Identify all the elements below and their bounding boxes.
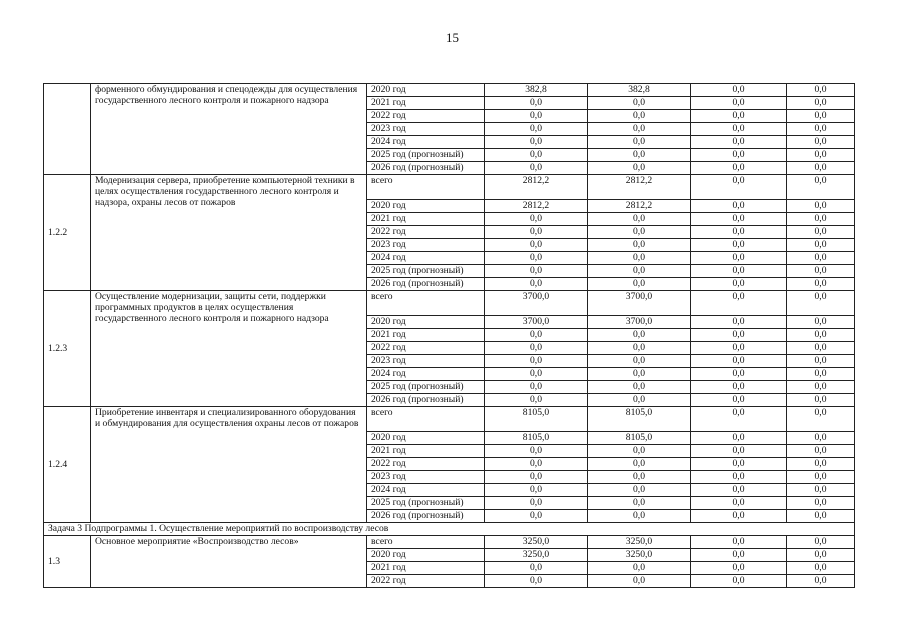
period-cell: 2026 год (прогнозный): [367, 394, 485, 407]
extra-value: 0,0: [787, 316, 855, 329]
extra-value: 0,0: [787, 97, 855, 110]
period-cell: 2020 год: [367, 549, 485, 562]
budget-value: 0,0: [588, 110, 691, 123]
total-value: 0,0: [485, 562, 588, 575]
other-value: 0,0: [691, 471, 787, 484]
period-cell: 2023 год: [367, 471, 485, 484]
period-cell: 2021 год: [367, 213, 485, 226]
table-row: [44, 84, 855, 97]
extra-value: 0,0: [787, 278, 855, 291]
period-cell: всего: [367, 407, 485, 432]
other-value: 0,0: [691, 239, 787, 252]
other-value: 0,0: [691, 84, 787, 97]
other-value: 0,0: [691, 355, 787, 368]
period-cell: всего: [367, 536, 485, 549]
period-cell: 2024 год: [367, 368, 485, 381]
period-cell: 2024 год: [367, 252, 485, 265]
period-cell: 2026 год (прогнозный): [367, 162, 485, 175]
page-number: 15: [446, 30, 459, 45]
total-value: 3250,0: [485, 549, 588, 562]
period-cell: 2024 год: [367, 484, 485, 497]
budget-value: 0,0: [588, 484, 691, 497]
other-value: 0,0: [691, 291, 787, 316]
extra-value: 0,0: [787, 432, 855, 445]
total-value: 0,0: [485, 394, 588, 407]
period-cell: 2023 год: [367, 355, 485, 368]
extra-value: 0,0: [787, 445, 855, 458]
budget-value: 0,0: [588, 123, 691, 136]
other-value: 0,0: [691, 562, 787, 575]
total-value: 0,0: [485, 342, 588, 355]
extra-value: 0,0: [787, 342, 855, 355]
period-cell: 2023 год: [367, 239, 485, 252]
period-cell: 2021 год: [367, 329, 485, 342]
other-value: 0,0: [691, 252, 787, 265]
budget-value: 0,0: [588, 510, 691, 523]
extra-value: 0,0: [787, 252, 855, 265]
total-value: 0,0: [485, 149, 588, 162]
other-value: 0,0: [691, 175, 787, 200]
budget-value: 0,0: [588, 278, 691, 291]
item-code: 1.2.2: [44, 175, 91, 291]
period-cell: 2022 год: [367, 226, 485, 239]
budget-value: 0,0: [588, 239, 691, 252]
other-value: 0,0: [691, 265, 787, 278]
extra-value: 0,0: [787, 381, 855, 394]
other-value: 0,0: [691, 381, 787, 394]
item-code: 1.2.4: [44, 407, 91, 523]
extra-value: 0,0: [787, 136, 855, 149]
budget-value: 0,0: [588, 445, 691, 458]
budget-value: 0,0: [588, 394, 691, 407]
total-value: 0,0: [485, 226, 588, 239]
budget-value: 0,0: [588, 471, 691, 484]
total-value: 0,0: [485, 510, 588, 523]
extra-value: 0,0: [787, 110, 855, 123]
item-name: форменного обмундирования и спецодежды для осуществления государственного лесного контроля и пожарного надзора: [91, 84, 367, 175]
budget-table: [43, 83, 855, 588]
budget-value: 0,0: [588, 97, 691, 110]
item-name: Приобретение инвентаря и специализированного оборудования и обмундирования для осуществления охраны лесов от пожаров: [91, 407, 367, 523]
period-cell: 2025 год (прогнозный): [367, 497, 485, 510]
extra-value: 0,0: [787, 510, 855, 523]
total-value: 0,0: [485, 368, 588, 381]
period-cell: всего: [367, 175, 485, 200]
total-value: 0,0: [485, 355, 588, 368]
total-value: 0,0: [485, 329, 588, 342]
period-cell: 2020 год: [367, 316, 485, 329]
item-code: 1.3: [44, 536, 91, 588]
budget-value: 0,0: [588, 265, 691, 278]
extra-value: 0,0: [787, 484, 855, 497]
budget-value: 0,0: [588, 136, 691, 149]
other-value: 0,0: [691, 329, 787, 342]
total-value: 382,8: [485, 84, 588, 97]
total-value: 0,0: [485, 265, 588, 278]
extra-value: 0,0: [787, 226, 855, 239]
budget-value: 2812,2: [588, 200, 691, 213]
extra-value: 0,0: [787, 329, 855, 342]
other-value: 0,0: [691, 316, 787, 329]
item-code: [44, 84, 91, 175]
other-value: 0,0: [691, 510, 787, 523]
extra-value: 0,0: [787, 123, 855, 136]
budget-value: 0,0: [588, 226, 691, 239]
period-cell: 2020 год: [367, 84, 485, 97]
period-cell: 2024 год: [367, 136, 485, 149]
budget-value: 0,0: [588, 329, 691, 342]
other-value: 0,0: [691, 432, 787, 445]
period-cell: 2020 год: [367, 200, 485, 213]
other-value: 0,0: [691, 536, 787, 549]
other-value: 0,0: [691, 458, 787, 471]
budget-value: 3700,0: [588, 316, 691, 329]
task-row: [44, 523, 855, 536]
extra-value: 0,0: [787, 407, 855, 432]
other-value: 0,0: [691, 123, 787, 136]
total-value: 0,0: [485, 123, 588, 136]
extra-value: 0,0: [787, 394, 855, 407]
period-cell: 2022 год: [367, 458, 485, 471]
extra-value: 0,0: [787, 175, 855, 200]
other-value: 0,0: [691, 407, 787, 432]
extra-value: 0,0: [787, 355, 855, 368]
total-value: 3700,0: [485, 316, 588, 329]
budget-value: 3250,0: [588, 536, 691, 549]
budget-value: 0,0: [588, 162, 691, 175]
total-value: 0,0: [485, 97, 588, 110]
budget-value: 0,0: [588, 213, 691, 226]
total-value: 8105,0: [485, 407, 588, 432]
period-cell: 2026 год (прогнозный): [367, 278, 485, 291]
item-code: 1.2.3: [44, 291, 91, 407]
total-value: 0,0: [485, 239, 588, 252]
total-value: 0,0: [485, 381, 588, 394]
total-value: 0,0: [485, 445, 588, 458]
extra-value: 0,0: [787, 575, 855, 588]
total-value: 0,0: [485, 136, 588, 149]
extra-value: 0,0: [787, 471, 855, 484]
total-value: 0,0: [485, 213, 588, 226]
budget-value: 382,8: [588, 84, 691, 97]
extra-value: 0,0: [787, 549, 855, 562]
other-value: 0,0: [691, 445, 787, 458]
period-cell: 2022 год: [367, 575, 485, 588]
budget-value: 0,0: [588, 575, 691, 588]
period-cell: 2021 год: [367, 445, 485, 458]
extra-value: 0,0: [787, 291, 855, 316]
budget-value: 0,0: [588, 355, 691, 368]
task-title: Задача 3 Подпрограммы 1. Осуществление мероприятий по воспроизводству лесов: [44, 523, 855, 536]
extra-value: 0,0: [787, 536, 855, 549]
period-cell: всего: [367, 291, 485, 316]
period-cell: 2023 год: [367, 123, 485, 136]
other-value: 0,0: [691, 149, 787, 162]
other-value: 0,0: [691, 497, 787, 510]
other-value: 0,0: [691, 200, 787, 213]
total-value: 0,0: [485, 497, 588, 510]
period-cell: 2021 год: [367, 97, 485, 110]
extra-value: 0,0: [787, 200, 855, 213]
other-value: 0,0: [691, 368, 787, 381]
other-value: 0,0: [691, 342, 787, 355]
extra-value: 0,0: [787, 162, 855, 175]
budget-value: 0,0: [588, 381, 691, 394]
total-value: 0,0: [485, 471, 588, 484]
budget-value: 0,0: [588, 562, 691, 575]
extra-value: 0,0: [787, 458, 855, 471]
extra-value: 0,0: [787, 149, 855, 162]
other-value: 0,0: [691, 549, 787, 562]
period-cell: 2025 год (прогнозный): [367, 265, 485, 278]
period-cell: 2025 год (прогнозный): [367, 381, 485, 394]
item-name: Основное мероприятие «Воспроизводство лесов»: [91, 536, 367, 588]
budget-value: 8105,0: [588, 407, 691, 432]
total-value: 3250,0: [485, 536, 588, 549]
table-row: [44, 175, 855, 200]
extra-value: 0,0: [787, 265, 855, 278]
total-value: 0,0: [485, 484, 588, 497]
table-row: [44, 536, 855, 549]
period-cell: 2020 год: [367, 432, 485, 445]
other-value: 0,0: [691, 278, 787, 291]
other-value: 0,0: [691, 484, 787, 497]
period-cell: 2022 год: [367, 342, 485, 355]
other-value: 0,0: [691, 162, 787, 175]
total-value: 0,0: [485, 252, 588, 265]
total-value: 2812,2: [485, 200, 588, 213]
item-name: Осуществление модернизации, защиты сети, поддержки программных продуктов в целях осуществления государственного лесного контроля и пожарного надзора: [91, 291, 367, 407]
budget-value: 0,0: [588, 342, 691, 355]
total-value: 3700,0: [485, 291, 588, 316]
budget-value: 0,0: [588, 252, 691, 265]
table-row: [44, 407, 855, 432]
item-name: Модернизация сервера, приобретение компьютерной техники в целях осуществления государственного лесного контроля и надзора, охраны лесов от пожаров: [91, 175, 367, 291]
table-row: [44, 291, 855, 316]
extra-value: 0,0: [787, 497, 855, 510]
extra-value: 0,0: [787, 84, 855, 97]
other-value: 0,0: [691, 394, 787, 407]
total-value: 0,0: [485, 575, 588, 588]
budget-value: 8105,0: [588, 432, 691, 445]
budget-value: 3250,0: [588, 549, 691, 562]
total-value: 2812,2: [485, 175, 588, 200]
extra-value: 0,0: [787, 368, 855, 381]
budget-value: 3700,0: [588, 291, 691, 316]
other-value: 0,0: [691, 213, 787, 226]
extra-value: 0,0: [787, 213, 855, 226]
period-cell: 2022 год: [367, 110, 485, 123]
budget-value: 0,0: [588, 149, 691, 162]
extra-value: 0,0: [787, 562, 855, 575]
budget-value: 0,0: [588, 458, 691, 471]
total-value: 0,0: [485, 162, 588, 175]
total-value: 0,0: [485, 278, 588, 291]
budget-value: 0,0: [588, 497, 691, 510]
period-cell: 2026 год (прогнозный): [367, 510, 485, 523]
period-cell: 2025 год (прогнозный): [367, 149, 485, 162]
budget-value: 0,0: [588, 368, 691, 381]
other-value: 0,0: [691, 575, 787, 588]
other-value: 0,0: [691, 136, 787, 149]
other-value: 0,0: [691, 226, 787, 239]
period-cell: 2021 год: [367, 562, 485, 575]
total-value: 0,0: [485, 458, 588, 471]
extra-value: 0,0: [787, 239, 855, 252]
other-value: 0,0: [691, 110, 787, 123]
total-value: 8105,0: [485, 432, 588, 445]
other-value: 0,0: [691, 97, 787, 110]
total-value: 0,0: [485, 110, 588, 123]
budget-value: 2812,2: [588, 175, 691, 200]
